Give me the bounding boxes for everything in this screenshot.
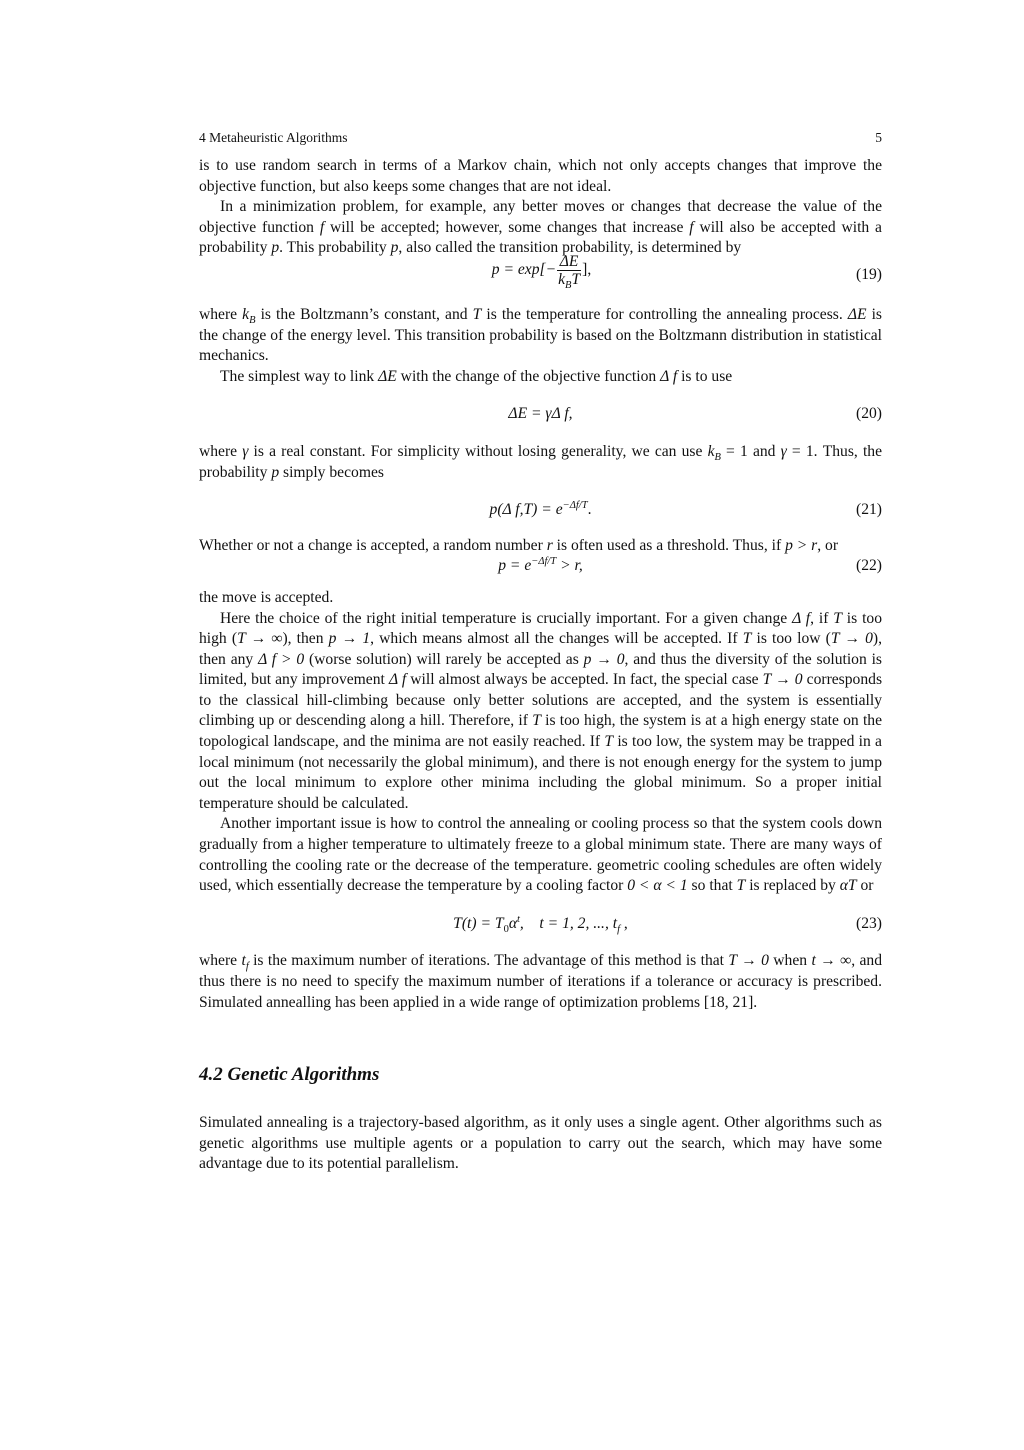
paragraph-8: Here the choice of the right initial temperature is crucially important. For a given change Δ f, if T is too high (T → ∞), then p → 1, which means almost all the changes will be accepted. If T is too low (T → 0), then any Δ f > 0 (worse solution) will rarely be accepted as p → 0, and thus the diversity of the solution is limited, but any improvement Δ f will almost always be accepted. In fact, the special case T → 0 corresponds to the classical hill-climbing because only better solutions are accepted, and the system is essentially climbing up or descending along a hill. Therefore, if T is too high, the system is at a high energy state on the topological landscape, and the minima are not easily reached. If T is too low, the system may be trapped in a local minimum (not necessarily the global minimum), and there is not enough energy for the system to jump out the local minimum to explore other minima including the global minimum. So a proper initial temperature should be calculated.: [199, 609, 883, 812]
equation-number: (22): [856, 557, 882, 575]
fraction: $\frac{\Delta E}{k_BT}$: [558, 252, 581, 292]
running-header: [199, 128, 882, 148]
equation-19: p = exp[− $\frac{\Delta E}{k_BT}$ ], (19): [491, 252, 882, 292]
equation-number: (21): [856, 501, 882, 519]
paragraph-11: Simulated annealing is a trajectory-based algorithm, as it only uses a single agent. Other algorithms such as genetic algorithms use multiple agents or a population to carry out the search, which may have some advantage due to its potential parallelism.: [199, 1114, 882, 1173]
equation-number: (20): [856, 405, 882, 423]
equation-21: p(Δ $f,T) = e^{-\Delta f/T}$. (21): [199, 500, 882, 521]
header-chapter: 4 Metaheuristic Algorithms: [199, 130, 348, 145]
equation-20: ΔE = γΔ f, (20): [199, 404, 882, 425]
paragraph-10: where $t_f$ is the maximum number of iterations. The advantage of this method is that T → 0 when t → ∞, and thus there is no need to specify the maximum number of iterations if a tolerance or accuracy is prescribed. Simulated annealling has been applied in a wide range of optimization problems [18, 21].: [199, 952, 883, 1011]
equation-number: (19): [856, 265, 882, 283]
paragraph-4: The simplest way to link ΔE with the change of the objective function Δ f is to use: [220, 367, 733, 385]
equation-23: $T(t) = T_0\alpha^t$, t = 1, 2, ..., $t_f$ , (23): [453, 913, 882, 935]
page-number: 5: [875, 130, 882, 145]
paragraph-1: is to use random search in terms of a Markov chain, which not only accepts changes that improve the objective function, but also keeps some changes that are not ideal.: [199, 157, 882, 195]
paragraph-7: the move is accepted.: [199, 588, 334, 606]
paragraph-3: where $k_B$ is the Boltzmann’s constant, and T is the temperature for controlling the annealing process. ΔE is the change of the energy level. This transition probability is based on the Boltzmann distribution in statistical mechanics.: [199, 305, 882, 365]
equation-number: (23): [856, 914, 882, 932]
section-heading: 4.2 Genetic Algorithms: [199, 1064, 380, 1086]
paragraph-5: where γ is a real constant. For simplicity without losing generality, we can use $k_B = 1$ and γ = 1. Thus, the probability p simply becomes: [199, 442, 882, 481]
paragraph-2: In a minimization problem, for example, any better moves or changes that decrease the value of the objective function f will be accepted; however, some changes that increase f will also be accepted with a probability p. This probability p, also called the transition probability, is determined by: [199, 198, 882, 257]
paragraph-9: Another important issue is how to control the annealing or cooling process so that the system cools down gradually from a higher temperature to ultimately freeze to a global minimum state. There are many ways of controlling the cooling rate or the decrease of the temperature. geometric cooling schedules are often widely used, which essentially decrease the temperature by a cooling factor 0 < α < 1 so that T is replaced by αT or: [199, 815, 882, 895]
page-content: [199, 128, 882, 1175]
equation-22: $p = e^{-\Delta f/T} > r$, (22): [199, 556, 882, 577]
paragraph-6: Whether or not a change is accepted, a random number r is often used as a threshold. Thus, if p > r, or: [199, 536, 839, 554]
